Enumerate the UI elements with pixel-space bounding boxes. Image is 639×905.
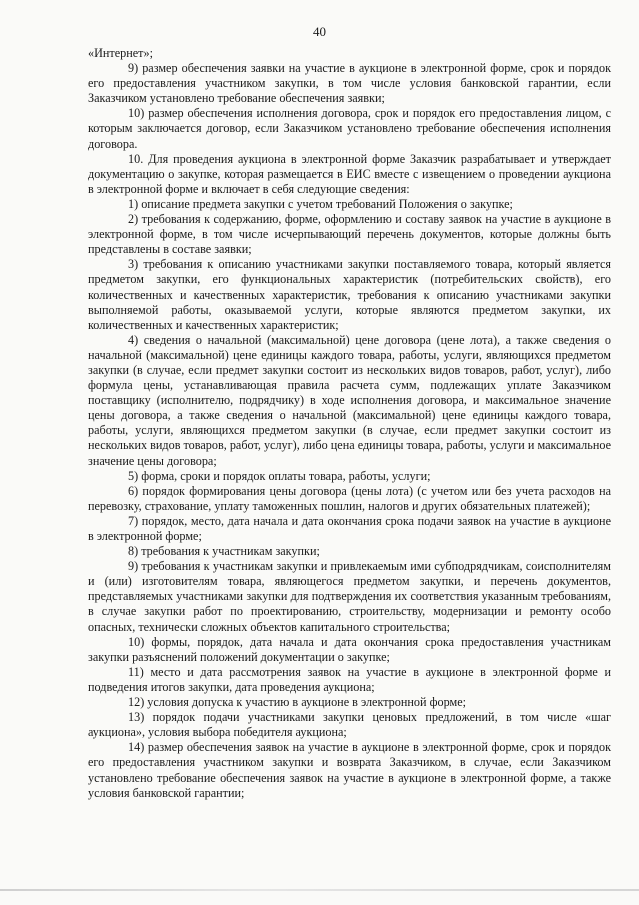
paragraph: 3) требования к описанию участниками закупки поставляемого товара, который является предметом закупки, его функциональных характеристик (потребительских свойств), его количественных и качественных характеристик, требования к описанию участниками закупки выполняемой работы, оказываемой услуги, которые являются предметом закупки, их количественных и качественных характеристик; — [88, 257, 611, 332]
paragraph: 14) размер обеспечения заявок на участие в аукционе в электронной форме, срок и порядок его предоставления участником закупки и возврата Заказчиком, в случае, если Заказчиком установлено требование обеспечения заявок на участие в аукционе в электронной форме, а также условия банковской гарантии; — [88, 740, 611, 800]
paragraph: 6) порядок формирования цены договора (цены лота) (с учетом или без учета расходов на перевозку, страхование, уплату таможенных пошлин, налогов и других обязательных платежей); — [88, 483, 611, 513]
paragraph: 10) размер обеспечения исполнения договора, срок и порядок его предоставления лицом, с которым заключается договор, если Заказчиком установлено требование обеспечения исполнения договора. — [88, 106, 611, 151]
paragraph: 4) сведения о начальной (максимальной) цене договора (цене лота), а также сведения о начальной (максимальной) цене единицы каждого товара, работы, услуги, являющихся предметом закупки (в случае, если предмет закупки состоит из нескольких видов товаров, работ, услуг), либо формула цены, устанавливающая правила расчета сумм, подлежащих уплате Заказчиком поставщику (исполнителю, подрядчику) в ходе исполнения договора, и максимальное значение цены договора, а также сведения о начальной (максимальной) цене единицы каждого товара, работы, услуги, являющихся предметом закупки (в случае, если предмет закупки состоит из нескольких видов товаров, работ, услуг), либо цена единицы товара, работы, услуги и максимальное значение цены договора; — [88, 332, 611, 468]
paragraph: «Интернет»; — [88, 46, 153, 60]
page-number: 40 — [313, 24, 326, 39]
page-body — [88, 46, 611, 801]
paragraph: 9) требования к участникам закупки и привлекаемым ими субподрядчикам, соисполнителям и (или) изготовителям товара, являющегося предметом закупки, и перечень документов, представляемых участниками закупки для подтверждения их соответствия указанным требованиям, в случае закупки работ по проектированию, строительству, модернизации и ремонту особо опасных, технически сложных объектов капитального строительства; — [88, 559, 611, 634]
paragraph: 2) требования к содержанию, форме, оформлению и составу заявок на участие в аукционе в электронной форме, в том числе исчерпывающий перечень документов, которые должны быть представлены в составе заявки; — [88, 212, 611, 257]
paragraph: 5) форма, сроки и порядок оплаты товара, работы, услуги; — [128, 468, 431, 483]
paragraph: 8) требования к участникам закупки; — [128, 544, 320, 559]
paragraph: 10) формы, порядок, дата начала и дата окончания срока предоставления участникам закупки разъяснений положений документации о закупке; — [88, 634, 611, 664]
paragraph: 10. Для проведения аукциона в электронной форме Заказчик разрабатывает и утверждает документацию о закупке, которая размещается в ЕИС вместе с извещением о проведении аукциона в электронной форме и включает в себя следующие сведения: — [88, 151, 611, 196]
scan-edge-line — [0, 889, 639, 891]
paragraph: 13) порядок подачи участниками закупки ценовых предложений, в том числе «шаг аукциона», условия выбора победителя аукциона; — [88, 710, 611, 740]
paragraph: 9) размер обеспечения заявки на участие в аукционе в электронной форме, срок и порядок его предоставления участником закупки, в том числе условия банковской гарантии, если Заказчиком установлено требование обеспечения заявки; — [88, 61, 611, 106]
paragraph: 12) условия допуска к участию в аукционе в электронной форме; — [128, 695, 466, 710]
paragraph: 11) место и дата рассмотрения заявок на участие в аукционе в электронной форме и подведения итогов закупки, дата проведения аукциона; — [88, 664, 611, 694]
paragraph: 1) описание предмета закупки с учетом требований Положения о закупке; — [128, 196, 513, 211]
paragraph: 7) порядок, место, дата начала и дата окончания срока подачи заявок на участие в аукционе в электронной форме; — [88, 513, 611, 543]
